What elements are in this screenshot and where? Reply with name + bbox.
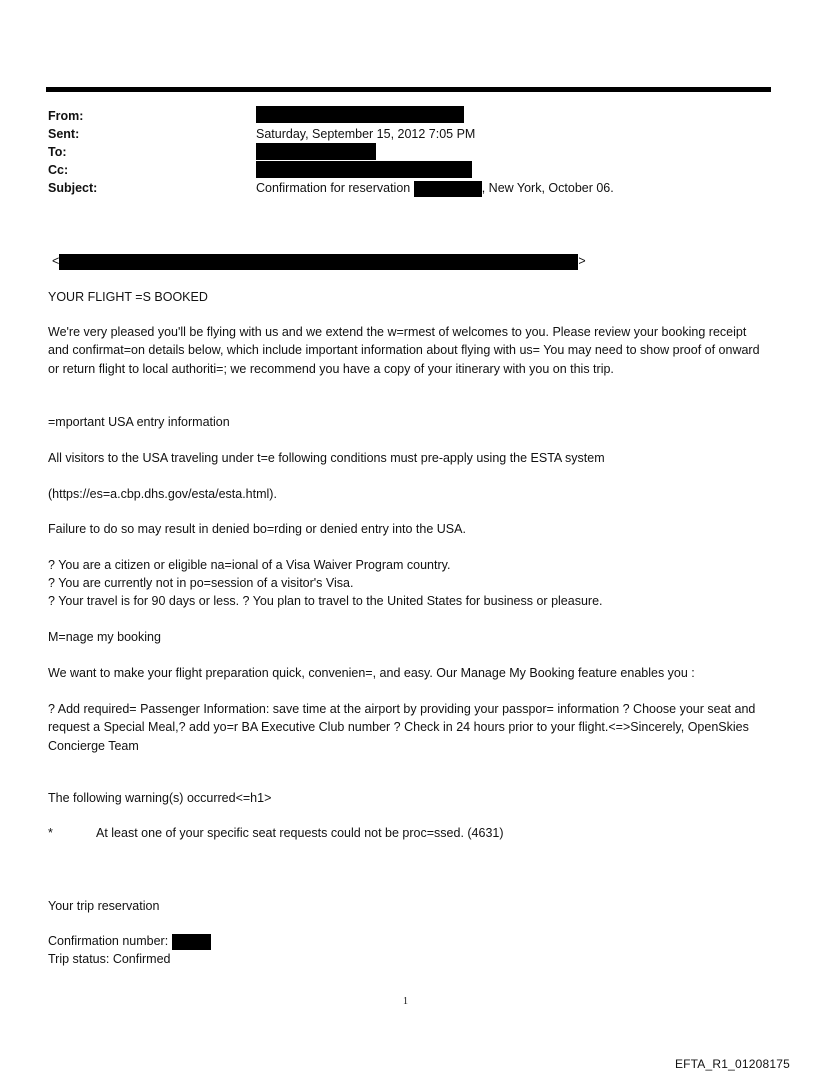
trip-status: Trip status: Confirmed	[48, 952, 171, 966]
to-label: To:	[48, 145, 67, 159]
header-rule	[46, 87, 771, 92]
visitors-text: All visitors to the USA traveling under t=e following conditions must pre-apply using the ESTA system	[48, 451, 605, 465]
trip-heading: Your trip reservation	[48, 899, 160, 913]
subject-prefix: Confirmation for reservation	[256, 181, 411, 195]
warnings-heading: The following warning(s) occurred<=h1>	[48, 791, 272, 805]
page-number: 1	[403, 996, 408, 1007]
failure-text: Failure to do so may result in denied bo=rding or denied entry into the USA.	[48, 522, 466, 536]
esta-url: (https://es=a.cbp.dhs.gov/esta/esta.html).	[48, 487, 277, 501]
cc-redaction	[256, 161, 472, 178]
subject-suffix: , New York, October 06.	[481, 181, 614, 195]
cc-label: Cc:	[48, 163, 69, 177]
link-open-bracket: <	[52, 254, 60, 268]
sent-value: Saturday, September 15, 2012 7:05 PM	[256, 127, 476, 141]
confirmation-number	[48, 932, 211, 950]
manage-intro: We want to make your flight preparation quick, convenien=, and easy. Our Manage My Booking feature enables you :	[48, 666, 695, 680]
subject-redaction	[414, 181, 482, 197]
condition-item: ? You are currently not in po=session of a visitor's Visa.	[48, 576, 354, 590]
welcome-paragraph: We're very pleased you'll be flying with us and we extend the w=rmest of welcomes to you. Please review your booking receipt and confirmat=on details below, which include important information about flying with us= You may need to show proof of onward or return flight to local authoriti=; we recommend you have a copy of your itinerary with you on this trip.	[48, 325, 760, 376]
confirmation-label: Confirmation number:	[48, 934, 169, 948]
booked-heading: YOUR FLIGHT =S BOOKED	[48, 290, 208, 304]
link-close-bracket: >	[578, 254, 586, 268]
to-redaction	[256, 143, 376, 160]
confirmation-redaction	[172, 934, 211, 950]
usa-entry-heading: =mportant USA entry information	[48, 415, 230, 429]
warning-text: At least one of your specific seat requests could not be proc=ssed. (4631)	[96, 826, 504, 840]
warning-bullet: *	[48, 826, 53, 840]
document-id: EFTA_R1_01208175	[674, 1057, 790, 1071]
redacted-link	[52, 252, 586, 270]
subject-value	[256, 179, 614, 197]
link-redaction	[59, 254, 578, 270]
subject-label: Subject:	[48, 181, 98, 195]
manage-heading: M=nage my booking	[48, 630, 161, 644]
from-label: From:	[48, 109, 84, 123]
manage-detail: ? Add required= Passenger Information: save time at the airport by providing your passpor= information ? Choose your seat and request a Special Meal,? add yo=r BA Executive Club number ? Check in 24 hours prior to your flight.<=>Sincerely, OpenSkies Concierge Team	[48, 702, 756, 753]
sent-label: Sent:	[48, 127, 80, 141]
condition-item: ? You are a citizen or eligible na=ional of a Visa Waiver Program country.	[48, 558, 451, 572]
condition-item: ? Your travel is for 90 days or less. ? You plan to travel to the United States for business or pleasure.	[48, 594, 603, 608]
from-redaction	[256, 106, 464, 123]
